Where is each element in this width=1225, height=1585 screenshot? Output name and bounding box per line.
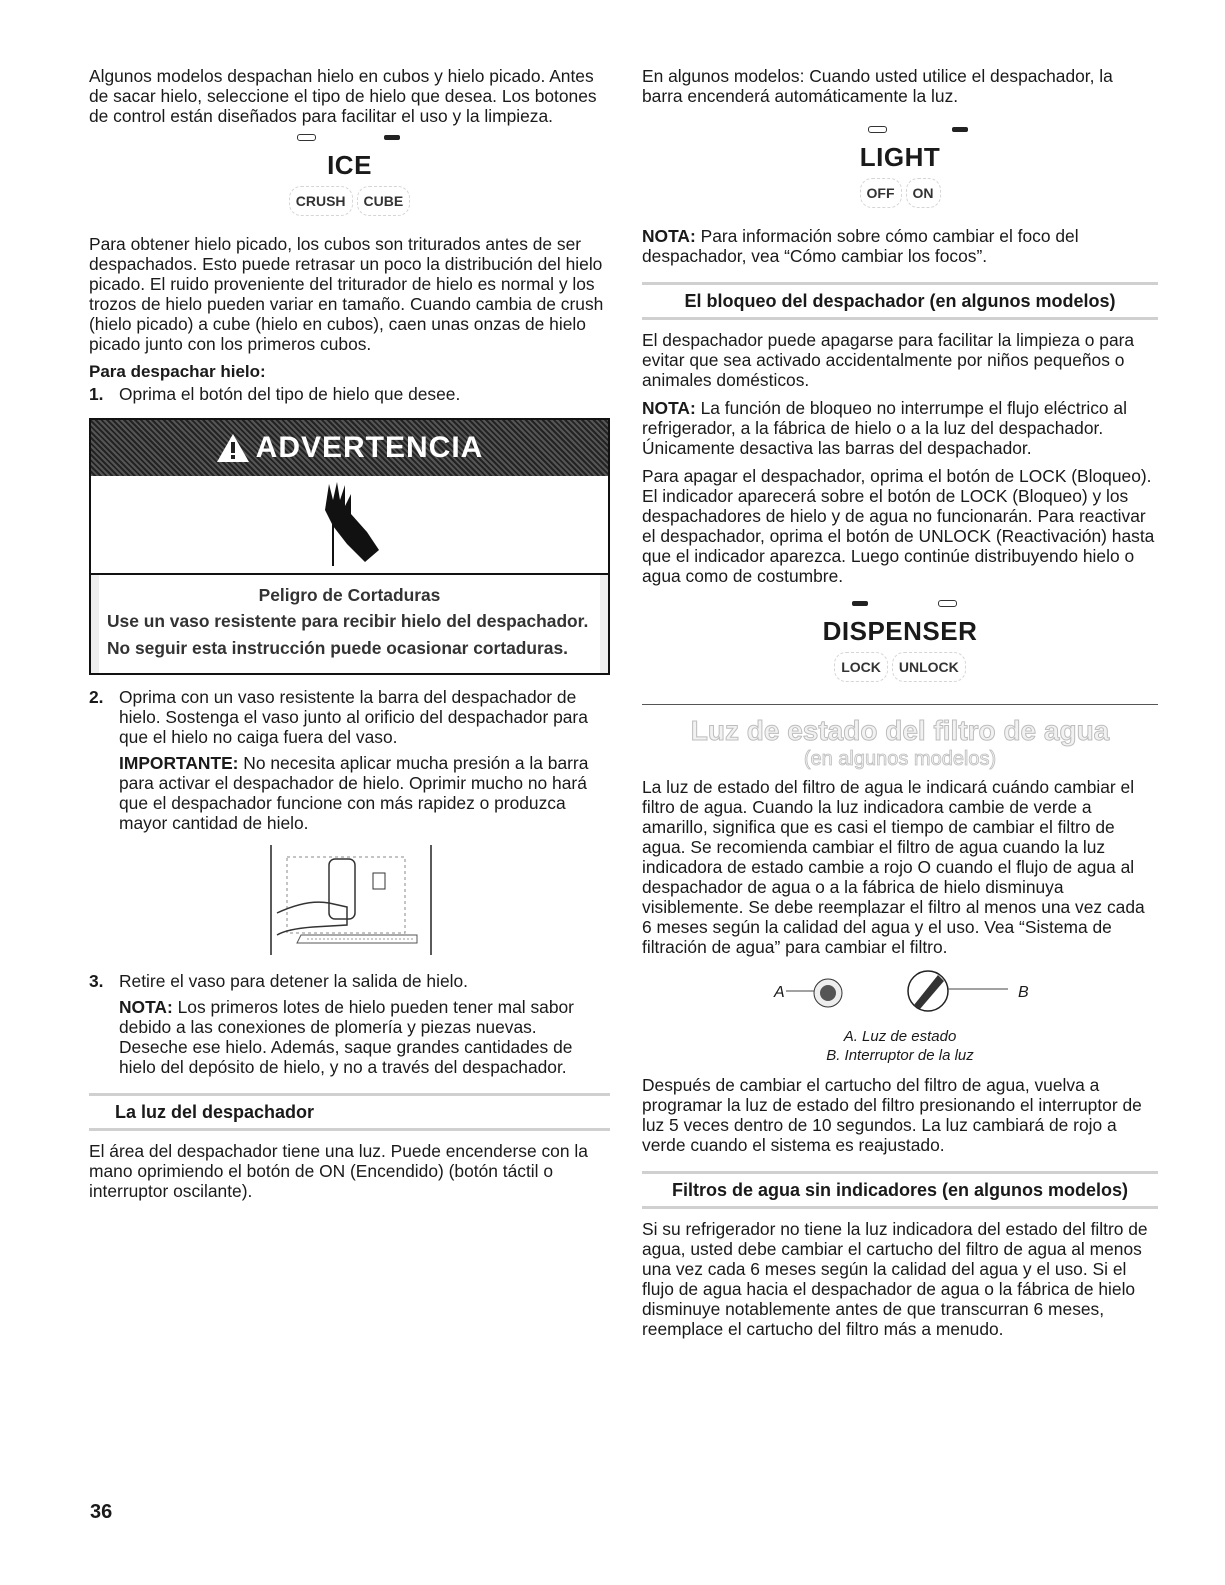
light-intro: En algunos modelos: Cuando usted utilice el despachador, la barra encenderá automáticamente la luz.: [642, 66, 1113, 106]
cut-hazard-icon: [307, 480, 387, 570]
unlock-indicator-icon: [938, 600, 957, 607]
lock-paragraph-1: El despachador puede apagarse para facilitar la limpieza o para evitar que sea activado accidentalmente por niños pequeños o animales domésticos.: [642, 330, 1135, 390]
step-3: 3. Retire el vaso para detener la salida de hielo.: [89, 971, 468, 991]
off-indicator-icon: [868, 126, 887, 133]
cube-indicator-icon: [384, 135, 400, 140]
dispenser-illustration: [89, 843, 610, 963]
right-column: [642, 66, 1158, 1346]
page-number: 36: [90, 1501, 113, 1523]
reset-paragraph: Después de cambiar el cartucho del filtro de agua, vuelva a programar la luz de estado del filtro presionando el interruptor de luz 5 veces dentro de 10 segundos. La luz cambiará de rojo a verde cuando el sistema es reajustado.: [642, 1075, 1142, 1155]
warning-line-1: Use un vaso resistente para recibir hielo del despachador.: [107, 611, 589, 631]
crush-paragraph: Para obtener hielo picado, los cubos son triturados antes de ser despachados. Esto puede retrasar un poco la distribución del hielo picado. El ruido proveniente del triturador de hielo es normal y los trozos de hielo pueden variar en tamaño. Cuando cambia de crush (hielo picado) a cube (hielo en cubos), caen unas onzas de hielo picado junto con los primeros cubos.: [89, 234, 604, 354]
warning-header: [91, 420, 608, 476]
filter-status-subtitle: (en algunos modelos): [803, 748, 997, 770]
filter-status-title: Luz de estado del filtro de agua: [690, 715, 1110, 746]
dispenser-light-paragraph: El área del despachador tiene una luz. Puede encenderse con la mano oprimiendo el botón de ON (Encendido) (botón táctil o interruptor oscilante).: [89, 1141, 588, 1201]
warning-title: ADVERTENCIA: [255, 431, 484, 464]
lock-note: NOTA: La función de bloqueo no interrumpe el flujo eléctrico al refrigerador, a la fábrica de hielo o a la luz del despachador. Únicamente desactiva las barras del despachador.: [642, 398, 1127, 458]
ice-panel-title: ICE: [327, 150, 372, 180]
lock-button[interactable]: LOCK: [834, 652, 888, 682]
on-indicator-icon: [952, 127, 968, 132]
light-switch-icon: [904, 967, 1014, 1017]
legend-b: B. Interruptor de la luz: [826, 1047, 974, 1064]
warning-box: [89, 418, 610, 675]
important-note: IMPORTANTE: No necesita aplicar mucha presión a la barra para activar el despachador de hielo. Oprimir mucho no hará que el despachador funcione con más rapidez o produzca mayor cantidad de hielo.: [119, 753, 589, 833]
cube-button[interactable]: CUBE: [357, 186, 411, 216]
lock-heading: El bloqueo del despachador (en algunos modelos): [642, 282, 1158, 320]
hazard-label: Peligro de Cortaduras: [258, 585, 441, 605]
filter-diagram: [642, 965, 1158, 1027]
lock-indicator-icon: [852, 601, 868, 606]
dispenser-control-panel: [642, 596, 1158, 682]
no-indicator-paragraph: Si su refrigerador no tiene la luz indicadora del estado del filtro de agua, usted debe cambiar el cartucho del filtro de agua al menos una vez cada 6 meses según la calidad del agua y el uso. Si el flujo de agua hacia el despachador de agua o la fábrica de hielo disminuye notablemente antes de que transcurran 6 meses, reemplace el cartucho del filtro más a menudo.: [642, 1219, 1148, 1339]
lock-paragraph-2: Para apagar el despachador, oprima el botón de LOCK (Bloqueo). El indicador aparecerá sobre el botón de LOCK (Bloqueo) y los despachadores de hielo y de agua no funcionarán. Para reactivar el despachador, oprima el botón de UNLOCK (Reactivación) hasta que el indicador aparezca. Luego continúe distribuyendo hielo o agua como de costumbre.: [642, 466, 1155, 586]
light-off-button[interactable]: OFF: [860, 178, 902, 208]
left-column: [89, 66, 610, 1208]
step3-note: NOTA: Los primeros lotes de hielo pueden tener mal sabor debido a las conexiones de plomería y piezas nuevas. Deseche ese hielo. Además, saque grandes cantidades de hielo del depósito de hielo, y no a través del despachador.: [119, 997, 574, 1077]
dispenser-light-heading: La luz del despachador: [89, 1093, 610, 1131]
light-on-button[interactable]: ON: [906, 178, 941, 208]
legend-a: A. Luz de estado: [843, 1028, 957, 1045]
label-b: B: [1018, 984, 1029, 1001]
crush-indicator-icon: [297, 134, 316, 141]
ice-control-panel: [89, 130, 610, 216]
warning-triangle-icon: [216, 433, 250, 463]
step-1: 1. Oprima el botón del tipo de hielo que desee.: [89, 384, 461, 404]
ice-intro: Algunos modelos despachan hielo en cubos y hielo picado. Antes de sacar hielo, seleccione el tipo de hielo que desea. Los botones de control están diseñados para facilitar el uso y la limpieza.: [89, 66, 597, 126]
dispense-ice-heading: Para despachar hielo:: [89, 362, 266, 381]
dispenser-panel-title: DISPENSER: [822, 616, 978, 646]
warning-line-2: No seguir esta instrucción puede ocasionar cortaduras.: [107, 638, 568, 658]
glass-dispenser-image: [267, 843, 437, 959]
light-control-panel: [642, 122, 1158, 208]
unlock-button[interactable]: UNLOCK: [892, 652, 966, 682]
label-a: A: [774, 984, 785, 1001]
step-2: 2. Oprima con un vaso resistente la barra del despachador de hielo. Sostenga el vaso junto al orificio del despachador para que el hielo no caiga fuera del vaso.: [89, 687, 588, 747]
light-panel-title: LIGHT: [859, 142, 941, 172]
light-note: NOTA: Para información sobre cómo cambiar el foco del despachador, vea “Cómo cambiar los focos”.: [642, 226, 1079, 266]
crush-button[interactable]: CRUSH: [289, 186, 353, 216]
status-light-icon: [786, 969, 846, 1019]
filter-status-paragraph: La luz de estado del filtro de agua le indicará cuándo cambiar el filtro de agua. Cuando la luz indicadora cambie de verde a amarillo, significa que es casi el tiempo de cambiar el filtro de agua. Se recomienda cambiar el filtro de agua cuando la luz indicadora de estado cambie a rojo O cuando el flujo de agua al despachador de agua o a la fábrica de hielo disminuya visiblemente. Se debe reemplazar el filtro al menos una vez cada 6 meses según la calidad del agua y el uso. Vea “Sistema de filtración de agua” para cambiar el filtro.: [642, 777, 1145, 957]
no-indicator-heading: Filtros de agua sin indicadores (en algunos modelos): [642, 1171, 1158, 1209]
section-divider: [642, 704, 1158, 705]
